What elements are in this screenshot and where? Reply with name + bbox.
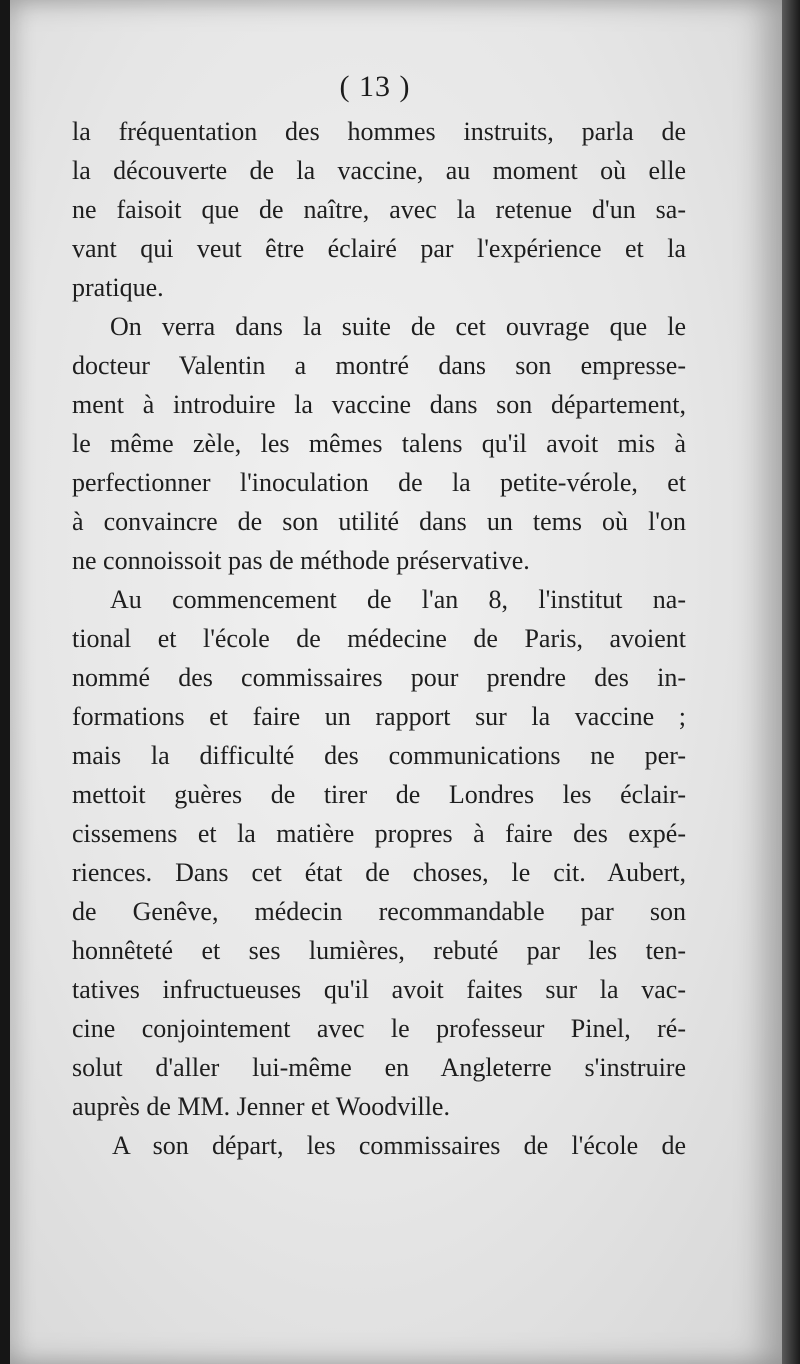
text-line: nommé des commissaires pour prendre des in-	[72, 663, 686, 692]
text-line: tional et l'école de médecine de Paris, avoient	[72, 624, 686, 653]
book-page	[10, 0, 782, 1364]
text-line: solut d'aller lui-même en Angleterre s'instruire	[72, 1053, 686, 1082]
text-line: perfectionner l'inoculation de la petite-vérole, et	[72, 468, 686, 497]
text-line: mais la difficulté des communications ne per-	[72, 741, 686, 770]
body-text	[72, 112, 686, 1165]
page-number: ( 13 )	[339, 70, 411, 103]
paragraph-start-line: On verra dans la suite de cet ouvrage que le	[110, 312, 686, 341]
text-line: cissemens et la matière propres à faire des expé-	[72, 819, 686, 848]
text-line: docteur Valentin a montré dans son empresse-	[72, 351, 686, 380]
page-edge-shadow	[782, 0, 800, 1364]
text-line: la fréquentation des hommes instruits, parla de	[72, 117, 686, 146]
text-line: le même zèle, les mêmes talens qu'il avoit mis à	[72, 429, 686, 458]
text-line: cine conjointement avec le professeur Pinel, ré-	[72, 1014, 686, 1043]
text-line: de Genêve, médecin recommandable par son	[72, 897, 686, 926]
text-line: vant qui veut être éclairé par l'expérience et la	[72, 234, 686, 263]
text-line: mettoit guères de tirer de Londres les éclair-	[72, 780, 686, 809]
text-line: ne faisoit que de naître, avec la retenue d'un sa-	[72, 195, 686, 224]
text-line: pratique.	[72, 273, 164, 302]
paragraph-start-line: Au commencement de l'an 8, l'institut na-	[110, 585, 686, 614]
text-line: auprès de MM. Jenner et Woodville.	[72, 1092, 450, 1121]
text-line: la découverte de la vaccine, au moment où elle	[72, 156, 686, 185]
text-line: riences. Dans cet état de choses, le cit. Aubert,	[72, 858, 686, 887]
paragraph-start-line: A son départ, les commissaires de l'école de	[112, 1131, 686, 1160]
text-line: ne connoissoit pas de méthode préservative.	[72, 546, 530, 575]
text-line: à convaincre de son utilité dans un tems où l'on	[72, 507, 686, 536]
text-line: honnêteté et ses lumières, rebuté par les ten-	[72, 936, 686, 965]
text-line: formations et faire un rapport sur la vaccine ;	[72, 702, 686, 731]
text-line: ment à introduire la vaccine dans son département,	[72, 390, 686, 419]
text-line: tatives infructueuses qu'il avoit faites sur la vac-	[72, 975, 686, 1004]
